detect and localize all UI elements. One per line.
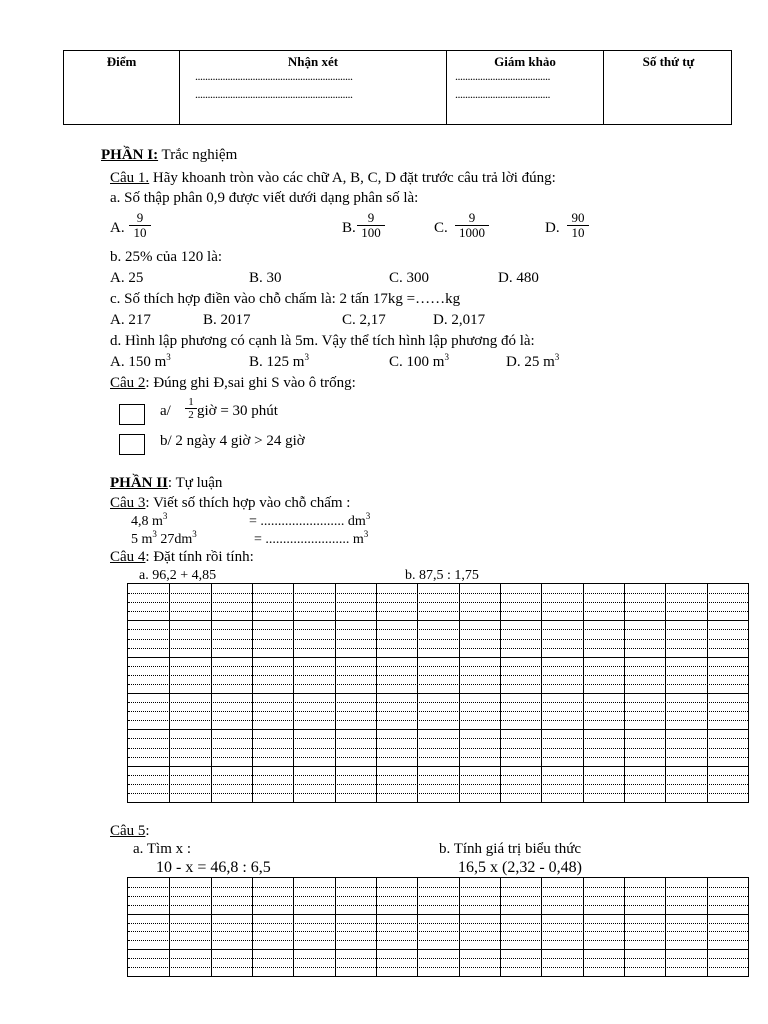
q2a-prefix: a/ [160, 403, 171, 419]
q2a-rest: giờ = 30 phút [197, 403, 278, 419]
q3-l1-right [249, 513, 370, 530]
q3-l2-left-a: 5 m [131, 532, 153, 547]
qc-opt-d: D. 2,017 [433, 312, 486, 328]
fraction-denominator: 100 [361, 225, 381, 240]
q3-l1-right-text: = ........................ dm [249, 514, 366, 529]
q2-text: : Đúng ghi Đ,sai ghi S vào ô trống: [145, 375, 356, 391]
q5a-title: a. Tìm x : [133, 841, 192, 857]
part1-subtitle: Trắc nghiệm [158, 147, 238, 163]
answer-box-b[interactable] [119, 434, 145, 455]
part2-title: PHẦN II [110, 475, 168, 491]
qb-opt-b: B. 30 [249, 270, 282, 286]
qd-opt-d [506, 353, 559, 371]
header-table [63, 50, 732, 125]
grid-row-line [128, 666, 748, 667]
grid-row-line [128, 629, 748, 630]
q5-line [110, 822, 150, 840]
grid-column-line [707, 878, 708, 976]
comment-header: Nhận xét [287, 54, 339, 69]
grid-column-line [211, 878, 212, 976]
comment-dots-2: ............................................................... [195, 87, 353, 101]
q1-text: Hãy khoanh tròn vào các chữ A, B, C, D đặt trước câu trả lời đúng: [149, 170, 556, 186]
superscript: 3 [554, 352, 560, 362]
qb-opt-c: C. 300 [389, 270, 430, 286]
grid-row-line [128, 914, 748, 915]
work-grid-q4[interactable] [127, 583, 749, 803]
fraction-numerator: 1 [188, 396, 194, 408]
q4a-expr: a. 96,2 + 4,85 [139, 568, 217, 583]
grid-row-line [128, 729, 748, 730]
grid-row-line [128, 593, 748, 594]
q3-text: : Viết số thích hợp vào chỗ chấm : [145, 495, 351, 511]
grid-row-line [128, 905, 748, 906]
fraction-numerator: 9 [367, 210, 375, 225]
order-header: Số thứ tự [642, 54, 695, 69]
qb-text: b. 25% của 120 là: [110, 249, 223, 265]
fraction-denominator: 10 [133, 225, 147, 240]
q2-line [110, 374, 356, 392]
qa-opt-a-fraction [129, 211, 151, 240]
grid-row-line [128, 702, 748, 703]
grid-row-line [128, 896, 748, 897]
part1-title: PHẦN I: [101, 147, 159, 163]
grid-row-line [128, 657, 748, 658]
qd-opt-b [249, 353, 309, 371]
qa-opt-c-fraction [455, 211, 489, 240]
grid-column-line [541, 878, 542, 976]
grid-row-line [128, 775, 748, 776]
grid-row-line [128, 793, 748, 794]
superscript: 3 [365, 511, 371, 521]
q3-l1-left-text: 4,8 m [131, 514, 163, 529]
qa-text: a. Số thập phân 0,9 được viết dưới dạng phân số là: [110, 190, 419, 206]
grid-row-line [128, 923, 748, 924]
grid-row-line [128, 766, 748, 767]
qd-opt-b-label: B. 125 m [249, 354, 305, 370]
qc-text: c. Số thích hợp điền vào chỗ chấm là: 2 tấn 17kg =……kg [110, 291, 461, 307]
grid-row-line [128, 940, 748, 941]
grid-row-line [128, 693, 748, 694]
q5b-expr: 16,5 x (2,32 - 0,48) [458, 859, 582, 876]
grid-row-line [128, 720, 748, 721]
qb-opt-d: D. 480 [498, 270, 539, 286]
grid-row-line [128, 648, 748, 649]
q1-line [110, 169, 556, 187]
qa-opt-b-fraction [357, 211, 385, 240]
work-grid-q5[interactable] [127, 877, 749, 977]
q5a-expr: 10 - x = 46,8 : 6,5 [156, 859, 271, 876]
grid-column-line [417, 878, 418, 976]
grid-row-line [128, 967, 748, 968]
grid-column-line [335, 878, 336, 976]
qc-opt-c: C. 2,17 [342, 312, 386, 328]
grid-column-line [665, 878, 666, 976]
qd-text: d. Hình lập phương có cạnh là 5m. Vậy thể tích hình lập phương đó là: [110, 333, 535, 349]
superscript: 3 [162, 511, 168, 521]
grid-row-line [128, 711, 748, 712]
superscript: 3 [152, 529, 157, 539]
examiner-dots-2: ...................................... [455, 87, 550, 101]
qa-opt-c-letter: C. [434, 220, 448, 236]
q3-line [110, 494, 350, 512]
examiner-header: Giám khảo [494, 54, 556, 69]
q5b-title: b. Tính giá trị biểu thức [439, 841, 581, 857]
q2a-fraction [185, 396, 197, 421]
qd-opt-a-label: A. 150 m [110, 354, 167, 370]
superscript: 3 [363, 529, 369, 539]
qc-opt-a: A. 217 [110, 312, 151, 328]
superscript: 3 [192, 529, 197, 539]
grid-row-line [128, 602, 748, 603]
q4b-expr: b. 87,5 : 1,75 [405, 568, 479, 583]
grid-column-line [293, 878, 294, 976]
qa-opt-b-letter: B. [342, 220, 356, 236]
part1-heading [101, 146, 237, 164]
q1-label: Câu 1. [110, 170, 150, 186]
grid-row-line [128, 675, 748, 676]
q4-line [110, 548, 254, 566]
q5-colon: : [145, 823, 150, 839]
superscript: 3 [304, 352, 309, 362]
grid-row-line [128, 748, 748, 749]
q3-l1-left [131, 513, 167, 530]
qa-opt-d-fraction [567, 211, 589, 240]
grid-row-line [128, 639, 748, 640]
grid-column-line [459, 878, 460, 976]
grid-row-line [128, 887, 748, 888]
q5-label: Câu 5 [110, 823, 146, 839]
q3-l2-left-b: 27dm [156, 532, 193, 547]
grid-row-line [128, 757, 748, 758]
fraction-denominator: 1000 [459, 225, 485, 240]
q3-l2-right [254, 531, 368, 548]
q4-label: Câu 4 [110, 549, 146, 565]
qd-opt-c [389, 353, 449, 371]
grid-row-line [128, 784, 748, 785]
qc-opt-b: B. 2017 [203, 312, 251, 328]
superscript: 3 [166, 352, 171, 362]
grid-row-line [128, 931, 748, 932]
qa-opt-d-letter: D. [545, 220, 560, 236]
grid-column-line [169, 878, 170, 976]
fraction-denominator: 2 [188, 409, 194, 421]
q3-label: Câu 3 [110, 495, 146, 511]
part2-subtitle: : Tự luận [167, 475, 223, 491]
fraction-numerator: 9 [136, 210, 144, 225]
part2-heading [110, 474, 222, 492]
fraction-numerator: 9 [468, 210, 476, 225]
answer-box-a[interactable] [119, 404, 145, 425]
superscript: 3 [444, 352, 449, 362]
q2b-text: b/ 2 ngày 4 giờ > 24 giờ [160, 433, 305, 449]
qd-opt-d-label: D. 25 m [506, 354, 555, 370]
grid-row-line [128, 620, 748, 621]
qd-opt-c-label: C. 100 m [389, 354, 445, 370]
q2-label: Câu 2 [110, 375, 146, 391]
qa-opt-a-letter: A. [110, 220, 125, 236]
q3-l2-right-text: = ........................ m [254, 532, 364, 547]
score-header: Điểm [106, 54, 137, 69]
grid-column-line [583, 878, 584, 976]
fraction-denominator: 10 [571, 225, 585, 240]
q4-text: : Đặt tính rồi tính: [145, 549, 254, 565]
fraction-numerator: 90 [571, 210, 585, 225]
grid-row-line [128, 684, 748, 685]
q3-l2-left [131, 531, 197, 548]
grid-column-line [376, 878, 377, 976]
comment-dots-1: ............................................................... [195, 69, 353, 83]
grid-column-line [624, 878, 625, 976]
grid-row-line [128, 738, 748, 739]
examiner-dots-1: ...................................... [455, 69, 550, 83]
grid-row-line [128, 949, 748, 950]
grid-row-line [128, 611, 748, 612]
qb-opt-a: A. 25 [110, 270, 144, 286]
grid-row-line [128, 958, 748, 959]
grid-column-line [500, 878, 501, 976]
qd-opt-a [110, 353, 171, 371]
grid-column-line [252, 878, 253, 976]
